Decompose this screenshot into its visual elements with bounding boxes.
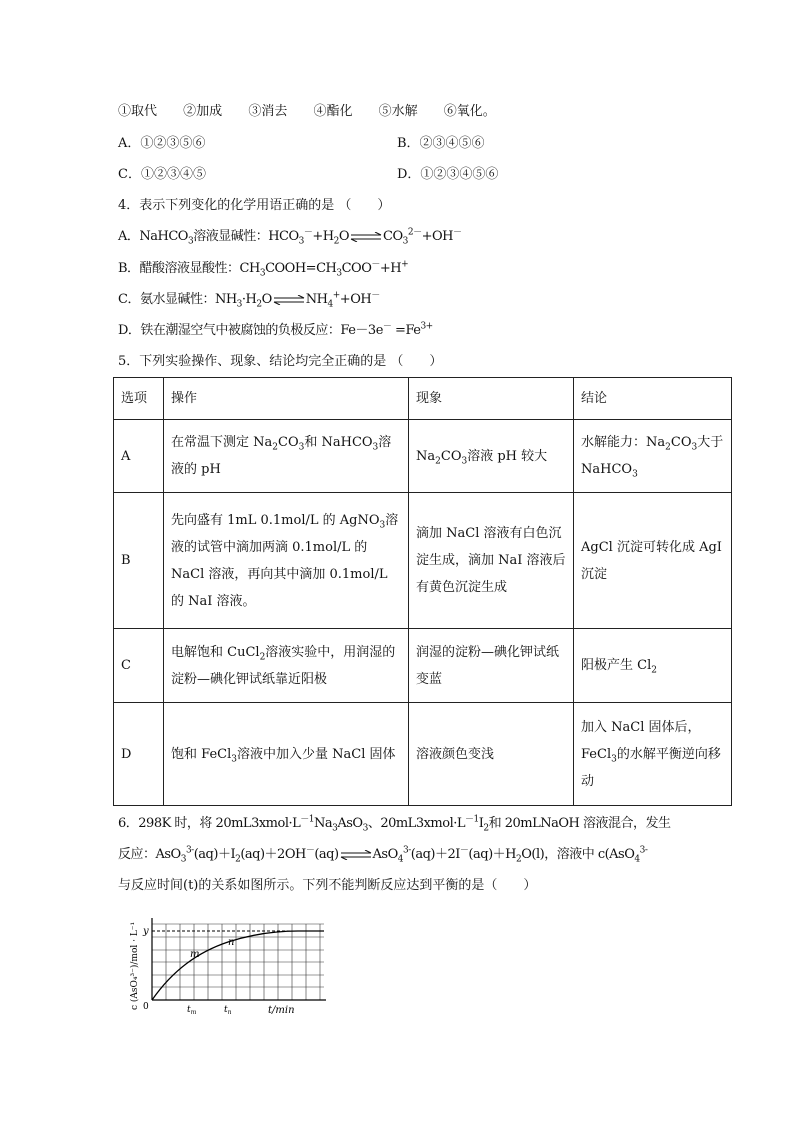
q4-option-a: A．NaHCO$_3$溶液显碱性：$HCO_3^-+H_2O$ $CO_3^{2-}+OH^-$ bbox=[118, 227, 462, 247]
table-cell: 溶液颜色变浅 bbox=[409, 703, 574, 806]
point-m-label: m bbox=[190, 949, 200, 960]
table-cell: 阳极产生 $Cl_2$ bbox=[574, 629, 732, 703]
point-n-label: n bbox=[228, 937, 235, 948]
q3-item: ④酯化 bbox=[313, 104, 353, 119]
q4-option-b: B．醋酸溶液显酸性：$CH_3COOH=CH_3COO^-+H^+$ bbox=[118, 259, 409, 279]
table-cell: 水解能力：$Na_2CO_3$大于 NaHCO$_3$ bbox=[574, 420, 732, 493]
y-axis-label: c (AsO₄³⁻)/mol · L⁻¹ bbox=[130, 921, 140, 1010]
origin-label: 0 bbox=[143, 1002, 149, 1012]
concentration-curve bbox=[152, 931, 324, 1000]
q3-item: ⑥氧化。 bbox=[443, 104, 496, 119]
q3-item: ①取代 bbox=[118, 104, 158, 119]
reversible-arrow-icon bbox=[273, 295, 305, 305]
graph-grid bbox=[152, 924, 324, 1000]
q3-item: ⑤水解 bbox=[378, 104, 418, 119]
concentration-time-graph bbox=[128, 912, 338, 1020]
q5-stem: 5．下列实验操作、现象、结论均完全正确的是 （ ） bbox=[118, 354, 443, 369]
reversible-arrow-icon bbox=[340, 850, 372, 860]
table-cell: B bbox=[114, 493, 164, 629]
table-cell: 润湿的淀粉—碘化钾试纸变蓝 bbox=[409, 629, 574, 703]
table-cell: 滴加 NaCl 溶液有白色沉淀生成，滴加 NaI 溶液后有黄色沉淀生成 bbox=[409, 493, 574, 629]
table-row bbox=[114, 493, 732, 629]
table-row bbox=[114, 420, 732, 493]
q6-line-1: 6．298K 时，将 $20mL3xmol\cdot L^{-1}Na_3AsO_3$、$20mL3xmol\cdot L^{-1}I_2$和 20mLNaOH 溶液混合，发生 bbox=[118, 814, 671, 834]
table-cell: 饱和 FeCl$_3$溶液中加入少量 NaCl 固体 bbox=[164, 703, 409, 806]
table-cell: $Na_2CO_3$溶液 pH 较大 bbox=[409, 420, 574, 493]
table-header: 结论 bbox=[574, 378, 732, 420]
q3-option-c: C．①②③④⑤ bbox=[118, 167, 206, 182]
table-cell: D bbox=[114, 703, 164, 806]
table-header: 现象 bbox=[409, 378, 574, 420]
table-row bbox=[114, 629, 732, 703]
reversible-arrow-icon bbox=[350, 232, 382, 242]
q4-stem: 4．表示下列变化的化学用语正确的是 （ ） bbox=[118, 198, 391, 213]
q3-item: ②加成 bbox=[183, 104, 223, 119]
table-cell: AgCl 沉淀可转化成 AgI 沉淀 bbox=[574, 493, 732, 629]
q3-option-d: D．①②③④⑤⑥ bbox=[397, 167, 499, 182]
table-cell: 电解饱和 CuCl$_2$溶液实验中，用润湿的淀粉—碘化钾试纸靠近阳极 bbox=[164, 629, 409, 703]
x-axis-label: t/min bbox=[268, 1005, 295, 1016]
q6-line-3: 与反应时间(t)的关系如图所示。下列不能判断反应达到平衡的是（ ） bbox=[118, 878, 537, 893]
table-cell: A bbox=[114, 420, 164, 493]
table-cell: 先向盛有 1mL 0.1mol/L 的 AgNO$_3$溶液的试管中滴加两滴 0.1mol/L 的 NaCl 溶液，再向其中滴加 0.1mol/L 的 NaI 溶液。 bbox=[164, 493, 409, 629]
q4-option-c: C．氨水显碱性：$NH_3\cdot H_2O$ $NH_4^++OH^-$ bbox=[118, 290, 380, 310]
tm-label: $t_m$ bbox=[187, 1005, 197, 1016]
q3-item: ③消去 bbox=[248, 104, 288, 119]
q6-line-2: 反应：$AsO_3^{3-}(aq)+I_2(aq)+2OH^-(aq)$ $AsO_4^{3-}(aq)+2I^-(aq)+H_2O(l)$，溶液中 c(AsO$_4^{3-}$ bbox=[118, 845, 648, 865]
q3-option-b: B．②③④⑤⑥ bbox=[397, 136, 485, 151]
q4-option-d: D．铁在潮湿空气中被腐蚀的负极反应：$Fe-3e^- =Fe^{3+}$ bbox=[118, 321, 433, 338]
table-row bbox=[114, 703, 732, 806]
table-cell: C bbox=[114, 629, 164, 703]
table-cell: 在常温下测定 $Na_2CO_3$和 NaHCO$_3$溶液的 pH bbox=[164, 420, 409, 493]
q3-items bbox=[118, 103, 496, 121]
q5-table bbox=[113, 377, 732, 806]
y-value-label: y bbox=[143, 926, 149, 937]
tn-label: $t_n$ bbox=[224, 1005, 232, 1016]
table-cell: 加入 NaCl 固体后，FeCl$_3$的水解平衡逆向移动 bbox=[574, 703, 732, 806]
table-header: 操作 bbox=[164, 378, 409, 420]
table-header: 选项 bbox=[114, 378, 164, 420]
table-header-row bbox=[114, 378, 732, 420]
q3-option-a: A．①②③⑤⑥ bbox=[118, 136, 206, 151]
